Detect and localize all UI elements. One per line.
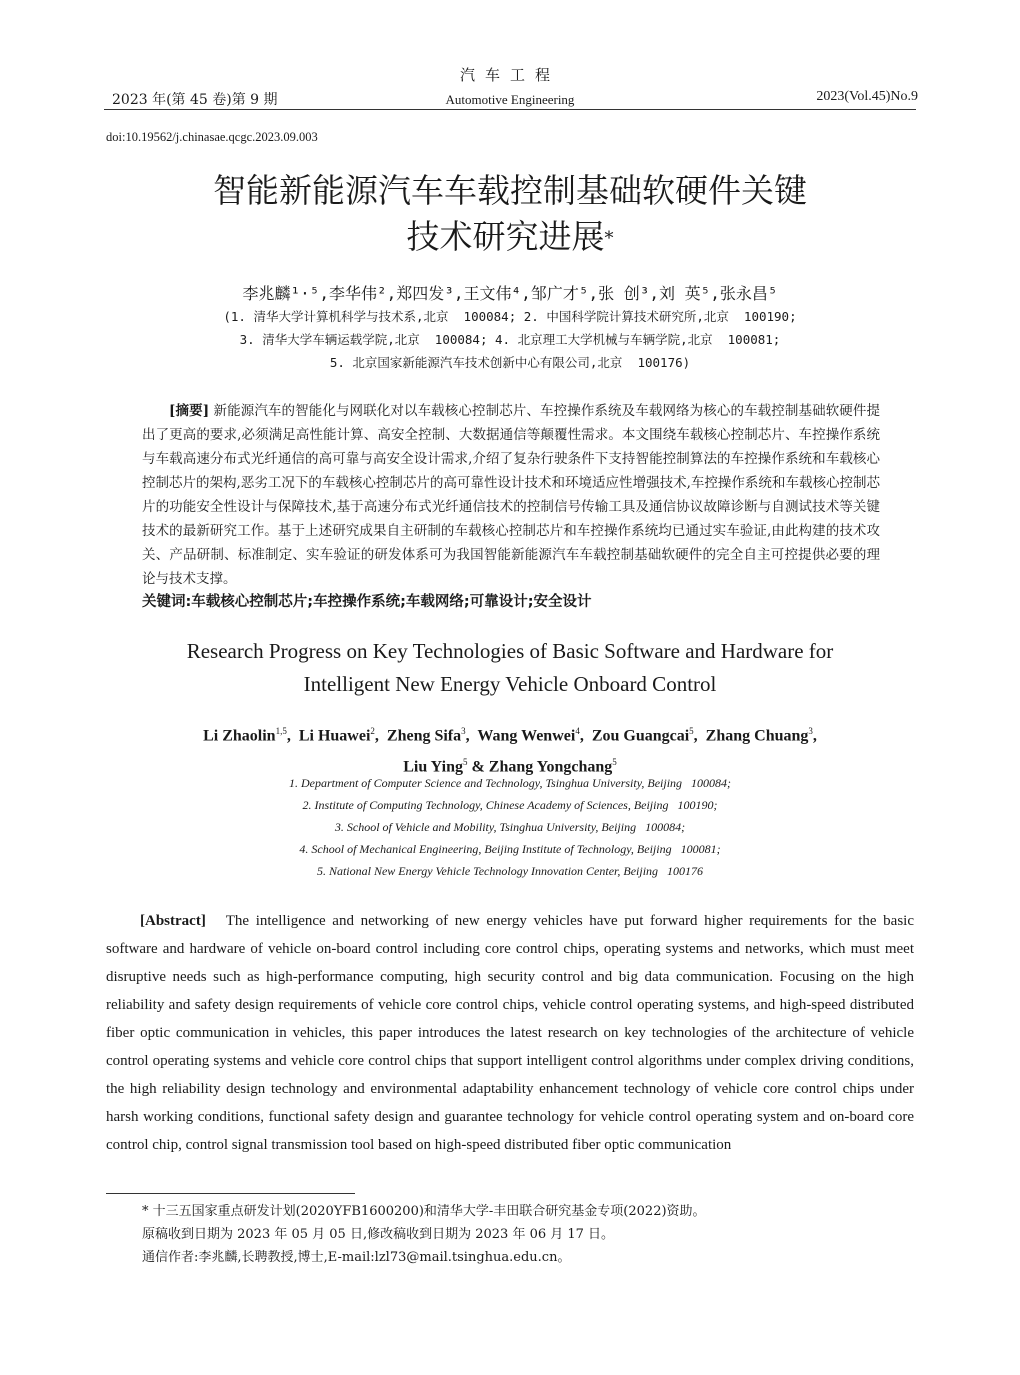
footnote-dates: 原稿收到日期为 2023 年 05 月 05 日,修改稿收到日期为 2023 年 06 月 17 日。 — [142, 1227, 615, 1242]
affiliation-en-line: 5. National New Energy Vehicle Technology Innovation Center, Beijing 100176 — [316, 864, 704, 878]
author-name: Zheng Sifa — [386, 727, 462, 745]
affiliations-en — [0, 772, 1020, 882]
author-name: Li Huawei — [298, 727, 371, 745]
author-affil-mark: 5 — [462, 757, 468, 768]
title-footnote-mark: * — [604, 228, 614, 249]
affiliation-en-line: 4. School of Mechanical Engineering, Beijing Institute of Technology, Beijing 100081; — [299, 842, 721, 856]
author-affil-mark: 2 — [370, 726, 375, 736]
affiliation-en-line: 2. Institute of Computing Technology, Chinese Academy of Sciences, Beijing 100190; — [302, 798, 718, 812]
author-list-cn: 李兆麟¹·⁵,李华伟²,郑四发³,王文伟⁴,邹广才⁵,张 创³,刘 英⁵,张永昌⁵ — [242, 284, 778, 303]
author-affil-mark: 3 — [461, 726, 466, 736]
footnote-corresponding-author: 通信作者:李兆麟,长聘教授,博士,E-mail:lzl73@mail.tsinghua.edu.cn。 — [142, 1250, 571, 1265]
affiliation-en-line: 1. Department of Computer Science and Technology, Tsinghua University, Beijing 100084; — [288, 776, 732, 790]
title-cn-line1: 智能新能源汽车车载控制基础软硬件关键 — [213, 171, 807, 210]
abstract-cn-label: [摘要] — [169, 403, 210, 419]
keywords-cn: 关键词:车载核心控制芯片;车控操作系统;车载网络;可靠设计;安全设计 — [142, 594, 592, 610]
author-list-en-line2: Liu Ying$^5$ & Zhang Yongchang$^5$ — [403, 757, 617, 776]
header-rule — [104, 109, 916, 110]
title-en-line2: Intelligent New Energy Vehicle Onboard Control — [303, 672, 717, 696]
journal-name-en: Automotive Engineering — [445, 92, 575, 107]
affiliations-cn — [0, 305, 1020, 374]
author-affil-mark: 5 — [689, 726, 694, 736]
doi-link[interactable]: doi:10.19562/j.chinasae.qcgc.2023.09.003 — [106, 130, 318, 144]
author-affil-mark: 3 — [808, 726, 813, 736]
author-affil-mark: 4 — [575, 726, 580, 736]
author-name: Wang Wenwei — [477, 727, 576, 745]
author-name: Zou Guangcai — [591, 727, 690, 745]
abstract-en-label: [Abstract] — [140, 913, 206, 929]
footnote-funding: * 十三五国家重点研发计划(2020YFB1600200)和清华大学-丰田联合研究基金专项(2022)资助。 — [142, 1204, 706, 1219]
journal-name-cn: 汽车工程 — [459, 66, 560, 84]
author-name: Liu Ying — [403, 758, 463, 776]
abstract-en-text: The intelligence and networking of new energy vehicles have put forward higher requirements for the basic software and hardware of vehicle on-board control including core control chips, operating systems and networks, which must meet disruptive needs such as high-performance computing, high security control and big data communication. Focusing on the high reliability and safety design requirements of vehicle core control chips, vehicle control operating systems, and high-speed distributed fiber optic communication in vehicles, this paper introduces the latest research on key technologies of the architecture of vehicle control operating systems and vehicle core control chips that support intelligent control algorithms under complex driving conditions, the high reliability design technology and environmental adaptability enhancement technology of vehicle core control chips under harsh working conditions, functional safety design and guarantee technology for vehicle control operating system and on-board core control chip, control signal transmission tool based on high-speed distributed fiber optic communication — [106, 913, 914, 1153]
author-affil-mark: 5 — [612, 757, 617, 768]
affiliation-cn-line: 5. 北京国家新能源汽车技术创新中心有限公司,北京 100176) — [329, 355, 691, 370]
author-name: Li Zhaolin — [203, 727, 276, 745]
affiliation-cn-line: (1. 清华大学计算机科学与技术系,北京 100084; 2. 中国科学院计算技术研究所,北京 100190; — [223, 309, 797, 324]
author-name: Zhang Chuang — [705, 727, 809, 745]
paper-title-cn — [0, 168, 1020, 260]
author-name: Zhang Yongchang — [488, 758, 613, 776]
author-affil-mark: 1,5 — [275, 726, 287, 736]
footnotes — [142, 1200, 706, 1269]
abstract-cn-text: 新能源汽车的智能化与网联化对以车载核心控制芯片、车控操作系统及车载网络为核心的车载控制基础软硬件提出了更高的要求,必须满足高性能计算、高安全控制、大数据通信等颠覆性需求。本文围绕车载核心控制芯片、车控操作系统与车载高速分布式光纤通信的高可靠与高安全设计需求,介绍了复杂行驶条件下支持智能控制算法的车控操作系统和车载核心控制芯片的架构,恶劣工况下的车载核心控制芯片的高可靠性设计技术和环境适应性增强技术,车控操作系统和车载核心控制芯片的功能安全性设计与保障技术,基于高速分布式光纤通信技术的控制信号传输工具及通信协议故障诊断与自测试技术等关键技术的最新研究工作。基于上述研究成果自主研制的车载核心控制芯片和车控操作系统均已通过实车验证,由此构建的技术攻关、产品研制、标准制定、实车验证的研发体系可为我国智能新能源汽车车载控制基础软硬件的完全自主可控提供必要的理论与技术支撑。 — [142, 403, 881, 587]
abstract-cn — [142, 399, 880, 591]
affiliation-en-line: 3. School of Vehicle and Mobility, Tsinghua University, Beijing 100084; — [334, 820, 686, 834]
title-en-line1: Research Progress on Key Technologies of Basic Software and Hardware for — [186, 639, 834, 663]
issue-info-cn: 2023 年(第 45 卷)第 9 期 — [112, 92, 278, 108]
footnote-rule — [106, 1193, 355, 1194]
affiliation-cn-line: 3. 清华大学车辆运载学院,北京 100084; 4. 北京理工大学机械与车辆学院,北京 100081; — [239, 332, 781, 347]
title-cn-line2-wrap — [0, 214, 1020, 260]
abstract-en — [106, 907, 914, 1159]
issue-info-en: 2023(Vol.45)No.9 — [816, 89, 918, 104]
paper-title-en — [0, 635, 1020, 701]
title-cn-line2: 技术研究进展 — [406, 217, 605, 256]
author-list-en-line1: Li Zhaolin$^{1,5}$, Li Huawei$^2$, Zheng Sifa$^3$, Wang Wenwei$^4$, Zou Guangcai$^5$, Zhang Chuang$^3$, — [203, 726, 817, 745]
